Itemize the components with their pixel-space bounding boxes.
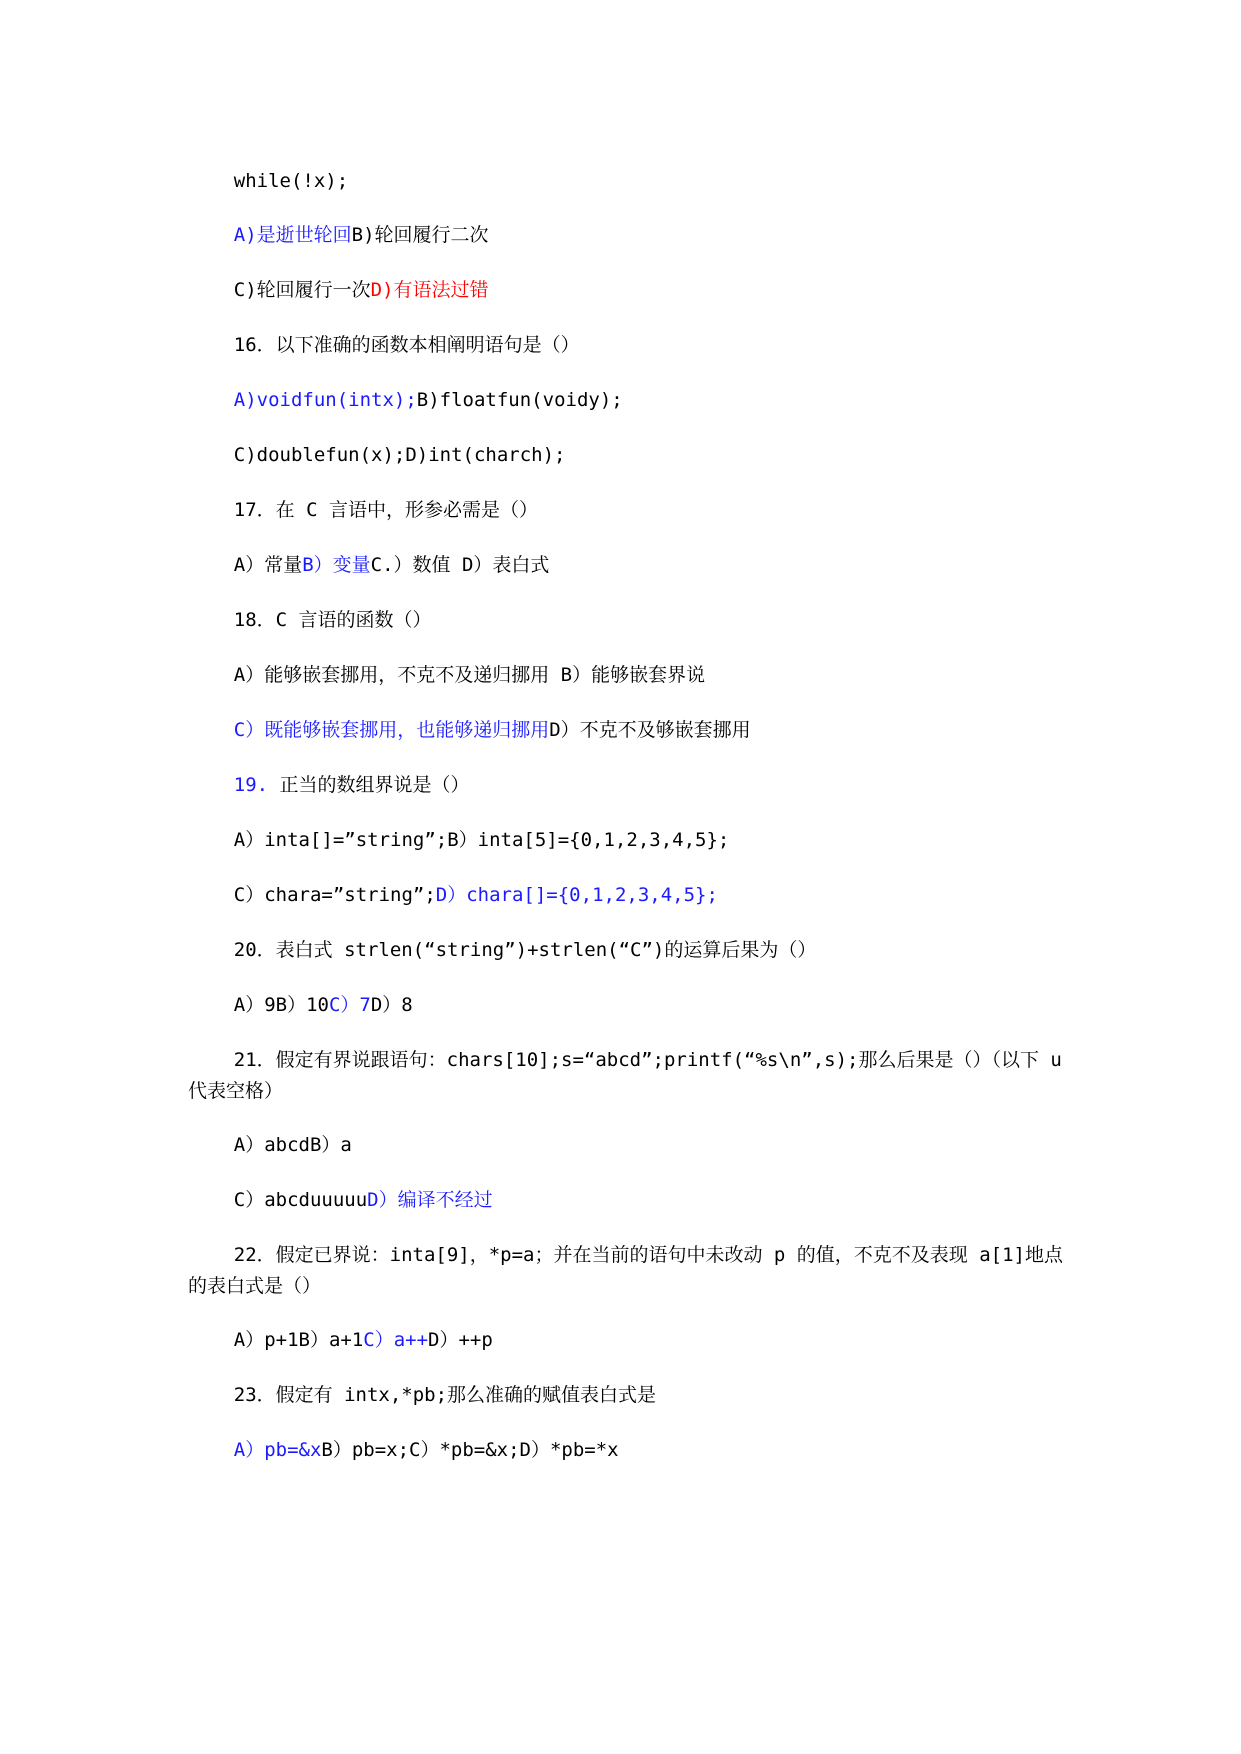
answer-option-c: C）既能够嵌套挪用，也能够递归挪用: [233, 719, 550, 741]
option-c: C)轮回履行一次: [233, 279, 371, 301]
option-ab: A）9B）10: [233, 994, 329, 1016]
question-text: 22．假定已界说：inta[9]，*p=a；并在当前的语句中未改动 p 的值，不克不及表现 a[1]地点的表白式是（）: [188, 1244, 1063, 1297]
option-c: C）abcduuuuu: [233, 1189, 368, 1211]
answer-option-c: C）7: [328, 994, 371, 1016]
answer-option-a: A）pb=&x: [233, 1439, 322, 1461]
option-d: D）++p: [428, 1329, 493, 1351]
question-text: 20．表白式 strlen(“string”)+strlen(“C”)的运算后果为（）: [233, 939, 817, 961]
answer-option-a: A)voidfun(intx);: [233, 389, 417, 411]
options-text: A）inta[]=”string”;B）inta[5]={0,1,2,3,4,5};: [233, 829, 730, 851]
question-text: 正当的数组界说是（）: [268, 774, 470, 796]
text-segment: while(!x);: [233, 170, 349, 192]
answer-option-d: D）编译不经过: [367, 1189, 493, 1211]
option-d: D）8: [370, 994, 413, 1016]
answer-option-c: C）a++: [363, 1329, 429, 1351]
option-b: B)轮回履行二次: [351, 224, 489, 246]
question-text: 23．假定有 intx,*pb;那么准确的赋值表白式是: [233, 1384, 657, 1406]
question-text: 21．假定有界说跟语句：chars[10];s=“abcd”;printf(“%s\n”,s);那么后果是（）（以下 u 代表空格）: [188, 1049, 1074, 1102]
option-bcd: B）pb=x;C）*pb=&x;D）*pb=*x: [321, 1439, 619, 1461]
answer-option-d: D）chara[]={0,1,2,3,4,5};: [435, 884, 718, 906]
answer-option-a: A)是逝世轮回: [233, 224, 352, 246]
question-text: 17．在 C 言语中，形参必需是（）: [233, 499, 538, 521]
options-text: A）能够嵌套挪用，不克不及递归挪用 B）能够嵌套界说: [233, 664, 706, 686]
answer-option-b: B）变量: [302, 554, 371, 576]
question-text: 16．以下准确的函数本相阐明语句是（）: [233, 334, 580, 356]
option-cd: C.）数值 D）表白式: [370, 554, 550, 576]
question-number: 19.: [233, 774, 269, 796]
option-d: D）不克不及够嵌套挪用: [549, 719, 751, 741]
option-c: C）chara=”string”;: [233, 884, 436, 906]
options-text: C)doublefun(x);D)int(charch);: [233, 444, 566, 466]
option-b: B)floatfun(voidy);: [416, 389, 623, 411]
option-ab: A）p+1B）a+1: [233, 1329, 364, 1351]
q23-options: [188, 1404, 1068, 1497]
answer-option-d: D)有语法过错: [370, 279, 489, 301]
options-text: A）abcdB）a: [233, 1134, 352, 1156]
question-text: 18．C 言语的函数（）: [233, 609, 432, 631]
option-a: A）常量: [233, 554, 303, 576]
